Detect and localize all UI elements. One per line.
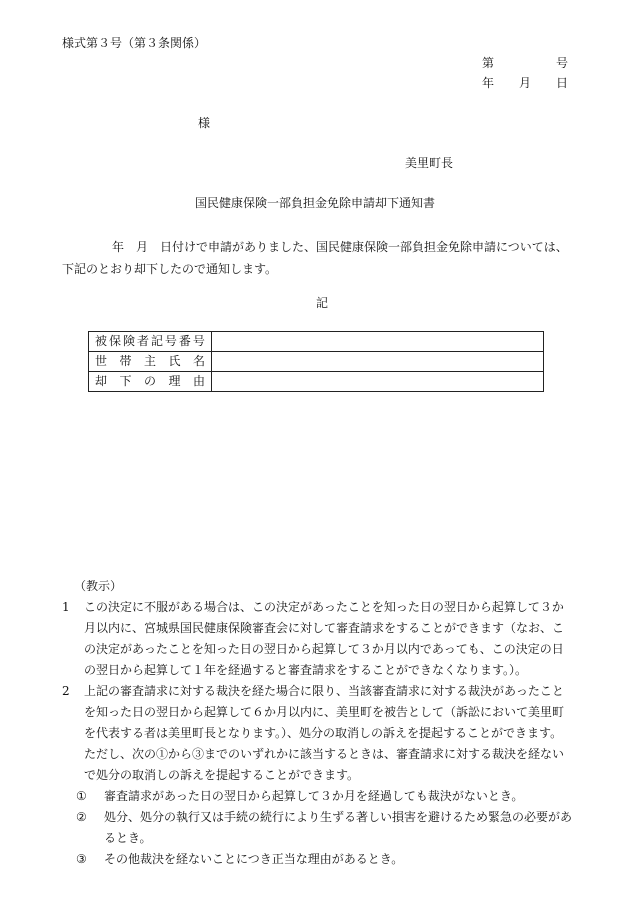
label-char: 者 [136,334,149,349]
table-row-label [89,372,212,392]
instruction-notes [62,576,574,870]
notes-sub-3-text: その他裁決を経ないことにつき正当な理由があるとき。 [104,852,404,866]
label-char: 険 [122,334,135,349]
label-char: 世 [95,354,108,369]
label-char: 号 [192,334,205,349]
table-row-value [212,372,544,392]
notes-sub-2 [62,807,574,849]
table-row-label [89,332,212,352]
label-char: 主 [143,354,156,369]
notes-sub-3-mark: ③ [76,852,87,866]
notes-sub-3 [62,849,574,870]
notes-sub-1-mark: ① [76,789,87,803]
number-suffix: 号 [555,56,568,70]
label-char: 氏 [168,354,181,369]
notes-item-2 [62,681,574,786]
notes-item-1-text: この決定に不服がある場合は、この決定があったことを知った日の翌日から起算して３か月以内に、宮城県国民健康保険審査会に対して審査請求をすることができます（なお、この決定があったことを知った日の翌日から起算して３か月以内であっても、この決定の日の翌日から起算して１年を経過すると審査請求をすることができなくなります。）。 [84,600,565,677]
label-char: 被 [95,334,108,349]
notes-item-1 [62,597,574,681]
notes-item-2-number: 2 [62,684,70,698]
date-day: 日 [555,76,568,90]
date-month: 月 [518,76,531,90]
notes-sub-1-text: 審査請求があった日の翌日から起算して３か月を経過しても裁決がないとき。 [104,789,524,803]
label-char: 理 [168,374,181,389]
notes-heading: （教示） [74,579,123,593]
table-row [89,332,544,352]
table-row [89,352,544,372]
notes-sub-2-text: 処分、処分の執行又は手続の続行により生ずる著しい損害を避けるため緊急の必要があるとき。 [104,810,573,845]
table-row [89,372,544,392]
body-line-1: 年 月 日付けで申請がありました、国民健康保険一部負担金免除申請については、 [112,240,568,254]
ki-heading: 記 [315,296,328,310]
notes-item-1-number: 1 [62,600,70,614]
label-char: 却 [95,374,108,389]
body-line-2: 下記のとおり却下したので通知します。 [62,262,278,276]
date-year: 年 [482,76,495,90]
notes-sub-2-mark: ② [76,810,87,824]
label-char: 号 [164,334,177,349]
table-row-value [212,332,544,352]
body-text [62,236,572,280]
label-char: の [143,374,156,389]
label-char: 名 [192,354,205,369]
label-char: 帯 [119,354,132,369]
info-table [88,331,544,392]
label-char: 記 [150,334,163,349]
label-char: 下 [119,374,132,389]
issuer: 美里町長 [405,156,454,170]
number-prefix: 第 [482,56,495,70]
notes-sub-1 [62,786,574,807]
date-line [482,76,568,90]
form-number: 様式第３号（第３条関係） [62,36,207,50]
table-row-label [89,352,212,372]
table-row-value [212,352,544,372]
label-char: 由 [192,374,205,389]
notes-item-2-text: 上記の審査請求に対する裁決を経た場合に限り、当該審査請求に対する裁決があったことを知った日の翌日から起算して６か月以内に、美里町を被告として（訴訟において美里町を代表する者は美里町長となります。）、処分の取消しの訴えを提起することができます。ただし、次の①から③までのいずれかに該当するときは、審査請求に対する裁決を経ないで処分の取消しの訴えを提起することができます。 [84,684,565,782]
document-title: 国民健康保険一部負担金免除申請却下通知書 [194,196,435,210]
label-char: 番 [178,334,191,349]
label-char: 保 [108,334,121,349]
addressee-suffix: 様 [198,116,211,130]
document-number-line [482,56,568,70]
